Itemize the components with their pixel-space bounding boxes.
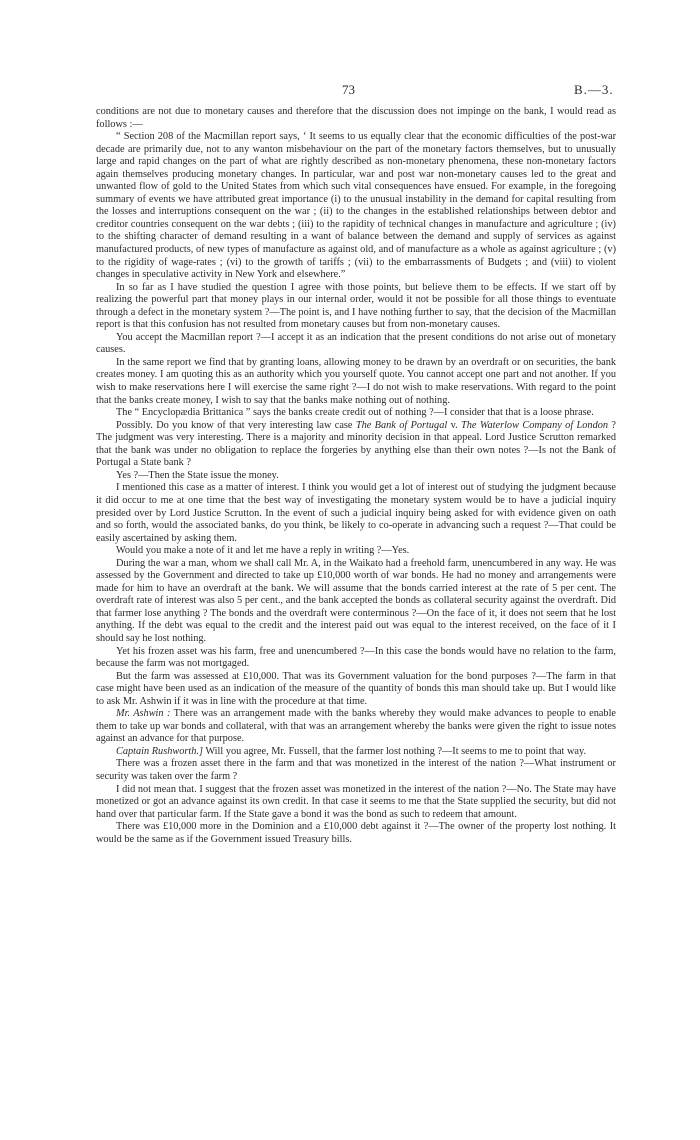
paragraph: Would you make a note of it and let me have a reply in writing ?—Yes. [116,545,410,557]
paragraph: The “ Encyclopædia Brittanica ” says the banks create credit out of nothing ?—I consider that that is a loose phrase. [116,407,594,419]
text-run: Will you agree, Mr. Fussell, that the farmer lost nothing ?—It seems to me to point that way. [202,745,587,757]
paragraph-speaker [96,708,616,746]
case-name: The Bank of Portugal [355,419,448,431]
paragraph-law-case [96,420,616,470]
text-run: There was an arrangement made with the banks whereby they would make advances to people to enable them to take up war bonds and collateral, with that was an arrangement whereby the banks were given the right to issue notes against an advance for that purpose. [96,708,617,745]
paragraph: In so far as I have studied the question I agree with those points, but believe them to be effects. If we start off by realizing the powerful part that money plays in our internal order, would it not be possible for all those things to eventuate through a defect in the monetary system ?—The point is, and I have nothing further to say, that the decision of the Macmillan report is that this confusion has not resulted from monetary causes but from non-monetary causes. [96,281,616,331]
paragraph: Yet his frozen asset was his farm, free and unencumbered ?—In this case the bonds would have no relation to the farm, because the farm was not mortgaged. [96,645,616,670]
speaker-name: Mr. Ashwin : [116,708,171,720]
case-name: The Waterlow Company of London [461,419,609,431]
intro-paragraph: conditions are not due to monetary causes and therefore that the discussion does not impinge on the bank, I would read as follows :— [96,106,616,130]
paragraph: During the war a man, whom we shall call Mr. A, in the Waikato had a freehold farm, unencumbered in any way. He was assessed by the Government and directed to take up £10,000 worth of war bonds. He had no money and arrangements were made for him to have an overdraft at the bank. We will assume that the bonds carried interest at the rate of 5 per cent. The overdraft rate of interest was also 5 per cent., and the bank accepted the bonds as collateral security against the overdraft. Did that farmer lose anything ? The bonds and the overdraft were conterminous ?—On the face of it, it does not seem that he lost anything. If the debt was equal to the credit and the interest paid out was equal to the interest received, on the face of it I should say he lost nothing. [96,557,616,644]
macmillan-quote: “ Section 208 of the Macmillan report says, ‘ It seems to us equally clear that the economic difficulties of the post-war decade are primarily due, not to any wanton misbehaviour on the part of the monetary factors themselves, but to unusually large and rapid changes on the part of what are rightly described as non-monetary phenomena, these non-monetary factors again themselves producing monetary changes. In particular, war and post war non-monetary causes led to the great and unwanted flow of gold to the United States from which such vital consequences have ensued. For example, in the foregoing summary of events we have attributed great importance (i) to the unusual instability in the demand for capital resulting from the losses and interruptions consequent on the war ; (ii) to the changes in the established relationships between debtor and creditor countries consequent on the war debts ; (iii) to the rapidity of technical changes in manufacture and agriculture ; (iv) to the shifting character of demand resulting in a want of balance between the demand and supply of services as against manufactured products, of new types of manufacture as against old, and of manufacture as a whole as against agriculture ; (v) to the rigidity of wage-rates ; (vi) to the growth of tariffs ; (vii) to the embarrassments of Budgets ; and (viii) to violent changes in speculative activity in New York and elsewhere.” [96,131,616,281]
paragraph: Yes ?—Then the State issue the money. [116,469,279,481]
paragraph: There was £10,000 more in the Dominion and a £10,000 debt against it ?—The owner of the property lost nothing. It would be the same as if the Government issued Treasury bills. [96,821,616,845]
text-run: v. [447,419,462,431]
paragraph: In the same report we find that by granting loans, allowing money to be drawn by an overdraft or on securities, the bank creates money. I am quoting this as an authority which you yourself quote. You cannot accept one part and not another. If you wish to make reservations here I will exercise the same right ?—I do not wish to make reservations. With regard to the point that the banks create money, I wish to say that the banks make nothing out of nothing. [96,356,616,406]
paragraph: There was a frozen asset there in the farm and that was monetized in the interest of the nation ?—What instrument or security was taken over the farm ? [96,758,616,782]
paragraph: But the farm was assessed at £10,000. That was its Government valuation for the bond purposes ?—The farm in that case might have been used as an indication of the measure of the quantity of bonds this man should take up. But I would like to ask Mr. Ashwin if it was in line with the procedure at that time. [96,670,616,707]
page-header [0,84,700,100]
document-reference: B.—3. [574,82,614,97]
paragraph: I did not mean that. I suggest that the frozen asset was monetized in the interest of the nation ?—No. The State may have monetized or got an advance against its own credit. In that case it seems to me that the State supplied the security, but did not hand over that particular farm. If the State gave a bond it was the bond as such to redeem that amount. [96,783,616,820]
body-text [96,106,616,846]
paragraph-speaker [96,746,616,759]
paragraph: You accept the Macmillan report ?—I accept it as an indication that the present conditions do not arise out of monetary causes. [96,331,616,356]
page-number: 73 [342,82,355,97]
speaker-name: Captain Rushworth.] [116,745,203,757]
text-run: ? The judgment was very interesting. There is a majority and minority decision in that appeal. Lord Justice Scrutton remarked that the bank was under no obligation to replace the forgeries by anything else than their own notes ?—Is not the Bank of Portugal a State bank ? [96,419,616,469]
text-run: Possibly. Do you know of that very interesting law case [116,419,356,431]
paragraph: I mentioned this case as a matter of interest. I think you would get a lot of interest out of studying the judgment because it did occur to me at one time that the best way of investigating the monetary system would be to have a judicial inquiry presided over by Lord Justice Scrutton. In the event of such a judicial inquiry being asked for with evidence given on oath and so forth, would the associated banks, do you think, be likely to co-operate in advancing such a request ?—That could be easily ascertained by asking them. [96,482,616,544]
